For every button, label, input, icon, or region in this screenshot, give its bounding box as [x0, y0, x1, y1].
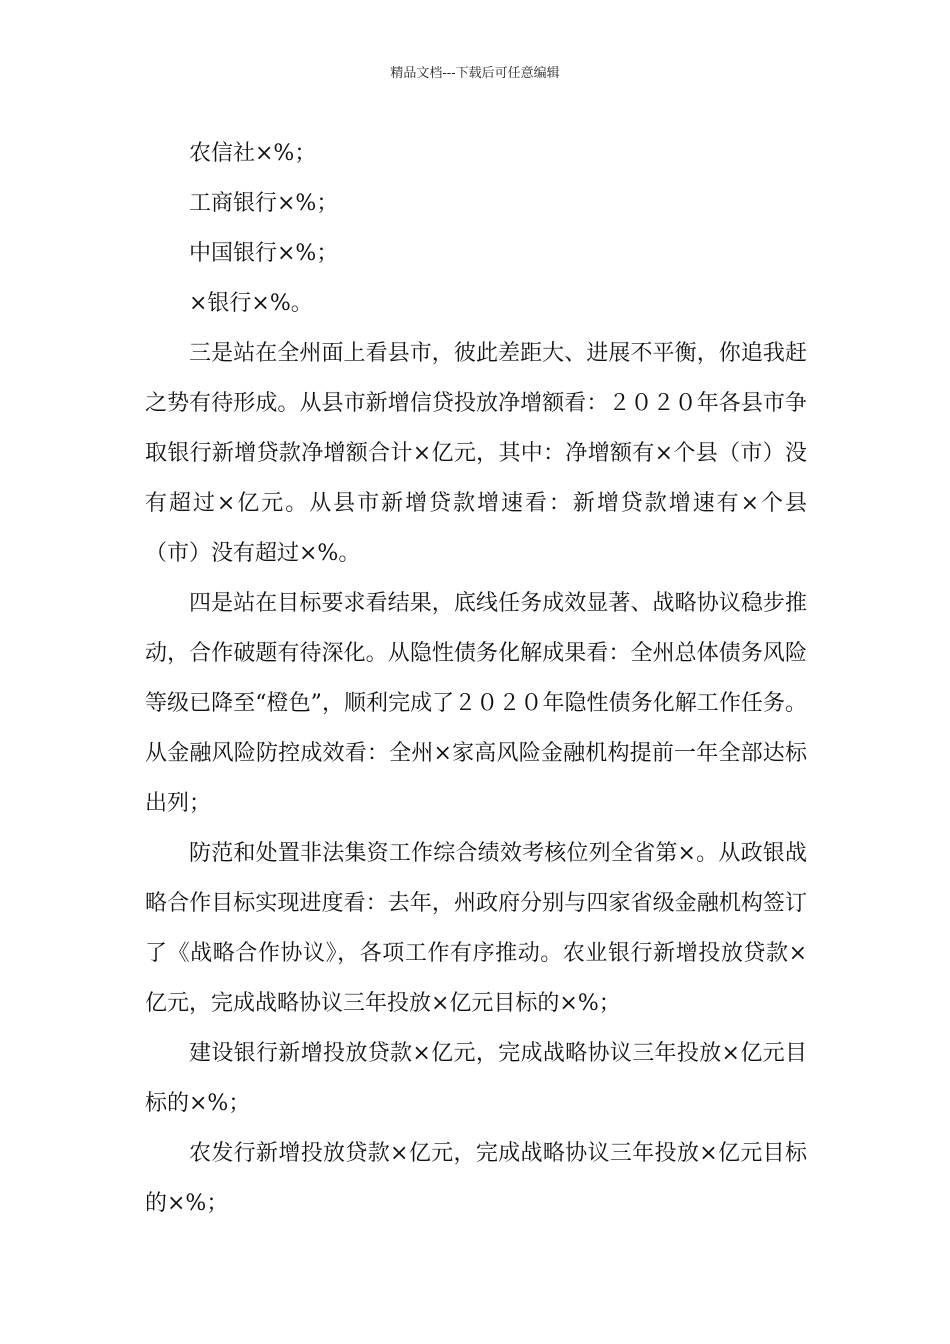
- paragraph-3: 中国银行×%；: [189, 241, 339, 266]
- page-header: 精品文档---下载后可任意编辑: [390, 66, 560, 81]
- paragraph-4: ×银行×%。: [189, 291, 313, 316]
- paragraph-6: 四是站在目标要求看结果，底线任务成效显著、战略协议稳步推动，合作破题有待深化。从隐性债务化解成果看：全州总体债务风险等级已降至“橙色”，顺利完成了２０２０年隐性债务化解工作任务。从金融风险防控成效看：全州×家高风险金融机构提前一年全部达标出列；: [145, 591, 807, 816]
- paragraph-9: 农发行新增投放贷款×亿元，完成战略协议三年投放×亿元目标的×%；: [145, 1141, 807, 1216]
- paragraph-2: 工商银行×%；: [189, 191, 339, 216]
- document-body: [145, 129, 807, 1229]
- paragraph-7: 防范和处置非法集资工作综合绩效考核位列全省第×。从政银战略合作目标实现进度看：去年，州政府分别与四家省级金融机构签订了《战略合作协议》，各项工作有序推动。农业银行新增投放贷款×亿元，完成战略协议三年投放×亿元目标的×%；: [145, 841, 807, 1016]
- paragraph-5: 三是站在全州面上看县市，彼此差距大、进展不平衡，你追我赶之势有待形成。从县市新增信贷投放净增额看：２０２０年各县市争取银行新增贷款净增额合计×亿元，其中：净增额有×个县（市）没有超过×亿元。从县市新增贷款增速看：新增贷款增速有×个县（市）没有超过×%。: [145, 341, 807, 566]
- paragraph-8: 建设银行新增投放贷款×亿元，完成战略协议三年投放×亿元目标的×%；: [145, 1041, 807, 1116]
- paragraph-1: 农信社×%；: [189, 141, 317, 166]
